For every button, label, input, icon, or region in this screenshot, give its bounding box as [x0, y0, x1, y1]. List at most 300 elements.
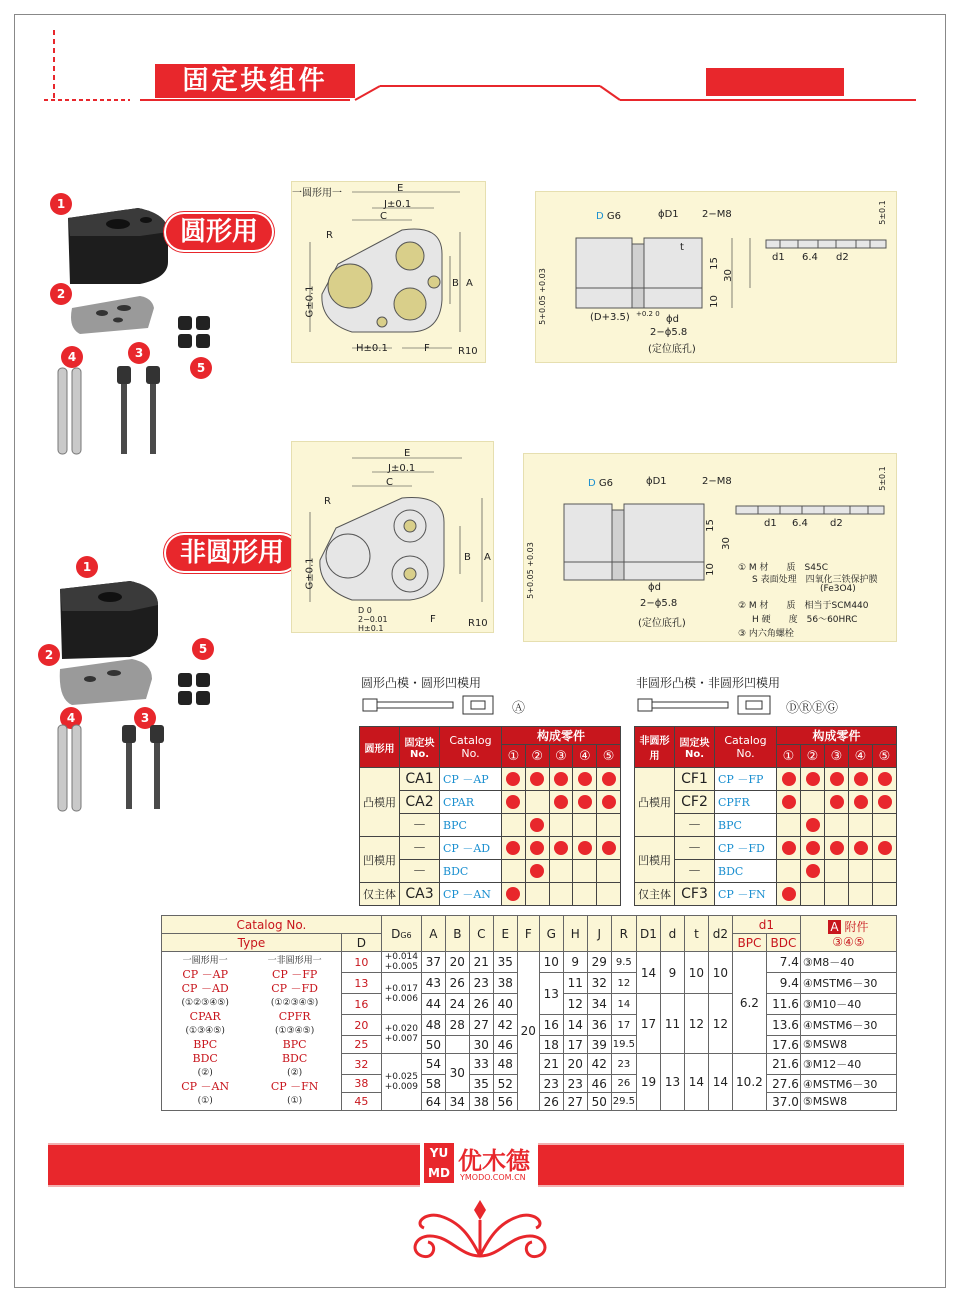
part-number-5b: 5 — [192, 638, 214, 660]
acc-value: ⑤MSW8 — [800, 1036, 896, 1054]
dim-30: 30 — [722, 269, 734, 282]
G-value: 21 — [539, 1054, 563, 1075]
A-value: 54 — [421, 1054, 445, 1075]
part-cell — [777, 814, 801, 837]
part-cell — [825, 791, 849, 814]
part-cell — [573, 860, 597, 883]
part-number-2: 2 — [50, 283, 72, 305]
type-r3: (①②③④⑤) — [181, 998, 229, 1008]
part-cell — [573, 814, 597, 837]
included-dot — [506, 841, 520, 855]
d-value: 13 — [660, 1054, 684, 1111]
ornament-scroll-icon — [400, 1196, 560, 1266]
part-cell — [801, 791, 825, 814]
C-value: 33 — [469, 1054, 493, 1075]
part-cell — [801, 837, 825, 860]
parts-h-usage: 圆形用 — [360, 727, 400, 768]
block-no: － — [400, 860, 440, 883]
acc-value: ④MSTM6－30 — [800, 1075, 896, 1093]
D-value: 16 — [341, 994, 381, 1015]
tol-value: +0.014 +0.005 — [381, 952, 421, 973]
included-dot — [554, 772, 568, 786]
nonround-parts-photo — [50, 575, 250, 815]
included-dot — [878, 772, 892, 786]
part-cell — [849, 860, 873, 883]
legend-right-figure — [636, 693, 786, 717]
nr-dim-B: B — [464, 552, 471, 563]
pin-hole-note: (定位底孔) — [648, 344, 696, 355]
type-n8: (②) — [287, 1068, 303, 1078]
H-value: 14 — [563, 1015, 587, 1036]
R-value: 23 — [611, 1054, 636, 1075]
dims-h-D: D — [341, 934, 381, 952]
nr-dim-phiD1: ϕD1 — [646, 476, 667, 487]
dim-6-4: 6.4 — [802, 252, 818, 263]
group-die: 凹模用 — [360, 837, 400, 883]
part-cell — [777, 860, 801, 883]
nr-dim-H: H±0.1 — [358, 624, 384, 633]
E-value: 38 — [493, 973, 517, 994]
type-n1: CP －FP — [271, 968, 318, 981]
R-value: 12 — [611, 973, 636, 994]
nr-dim-J: J±0.1 — [388, 463, 416, 474]
part-cell — [849, 883, 873, 906]
R-value: 29.5 — [611, 1093, 636, 1111]
type-nonround-title: 一非圆形用一 — [267, 956, 322, 966]
type-r8: (②) — [197, 1068, 213, 1078]
part-number-3b: 3 — [134, 707, 156, 729]
part-cell — [825, 883, 849, 906]
surface-1: S 表面处理 四氧化三铁保护膜 — [752, 575, 878, 585]
dim-phi58: 2−ϕ5.8 — [650, 327, 688, 338]
part-cell — [825, 837, 849, 860]
type-r10: (①) — [197, 1096, 213, 1106]
D-value: 38 — [341, 1075, 381, 1093]
tol-value: +0.020 +0.007 — [381, 1015, 421, 1054]
round-top-drawing — [291, 181, 486, 363]
circle-4: ④ — [849, 745, 873, 768]
dim-d2: d2 — [836, 252, 849, 263]
dims-h-F: F — [517, 916, 539, 952]
dims-h-B: B — [445, 916, 469, 952]
part-cell — [502, 768, 526, 791]
G-value: 18 — [539, 1036, 563, 1054]
H-value: 27 — [563, 1093, 587, 1111]
part-cell — [873, 860, 897, 883]
parts-h-usage: 非圆形用 — [635, 727, 675, 768]
part-number-1: 1 — [50, 193, 72, 215]
E-value: 42 — [493, 1015, 517, 1036]
part-number-3: 3 — [128, 342, 150, 364]
dims-h-G: G — [539, 916, 563, 952]
parts-h-parts: 构成零件 — [777, 727, 897, 745]
dims-h-J: J — [587, 916, 611, 952]
B-value: 28 — [445, 1015, 469, 1036]
round-type-badge: 圆形用 — [166, 214, 272, 250]
t-value: 14 — [684, 1054, 708, 1111]
dim-2M8: 2−M8 — [702, 209, 732, 220]
nr-dim-G: G±0.1 — [304, 557, 316, 590]
acc-value: ③M10－40 — [800, 994, 896, 1015]
part-cell — [873, 837, 897, 860]
part-cell — [849, 768, 873, 791]
C-value: 35 — [469, 1075, 493, 1093]
dims-h-D1: D1 — [636, 916, 660, 952]
circle-2: ② — [801, 745, 825, 768]
block-no: CA1 — [400, 768, 440, 791]
d2-value: 14 — [708, 1054, 732, 1111]
parts-table-round — [359, 726, 621, 906]
part-cell — [873, 883, 897, 906]
legend-left-title: 圆形凸模・圆形凹模用 — [361, 676, 482, 690]
E-value: 40 — [493, 994, 517, 1015]
nr-dim-F: F — [430, 614, 436, 625]
included-dot — [530, 864, 544, 878]
t-value: 12 — [684, 994, 708, 1054]
D-value: 32 — [341, 1054, 381, 1075]
block-no: CF1 — [675, 768, 715, 791]
type-r7: BDC — [192, 1052, 218, 1065]
page-title: 固定块组件 — [155, 64, 355, 98]
included-dot — [530, 772, 544, 786]
catalog-no: BDC — [715, 860, 777, 883]
part-cell — [573, 883, 597, 906]
G-value: 16 — [539, 1015, 563, 1036]
block-no: － — [675, 860, 715, 883]
nonround-type-badge: 非圆形用 — [166, 535, 298, 571]
D1-value: 19 — [636, 1054, 660, 1111]
nr-dim-2M8: 2−M8 — [702, 476, 732, 487]
nr-dim-6-4: 6.4 — [792, 518, 808, 529]
C-value: 30 — [469, 1036, 493, 1054]
part-cell — [777, 837, 801, 860]
dim-G: G±0.1 — [304, 285, 316, 318]
surface-1b: (Fe3O4) — [820, 584, 856, 594]
brand-logo — [420, 1137, 538, 1191]
catalog-no: CPAR — [440, 791, 502, 814]
parts-h-catalog: Catalog No. — [440, 727, 502, 768]
dim-H: H±0.1 — [356, 343, 388, 354]
nr-dim-5-top: 5±0.1 — [877, 466, 887, 491]
group-die: 凹模用 — [635, 837, 675, 883]
R-value: 14 — [611, 994, 636, 1015]
G-value: 26 — [539, 1093, 563, 1111]
G-value: 23 — [539, 1075, 563, 1093]
C-value: 23 — [469, 973, 493, 994]
part-cell — [549, 768, 573, 791]
dim-phid: ϕd — [666, 314, 679, 325]
dims-h-C: C — [469, 916, 493, 952]
d-value: 9 — [660, 952, 684, 994]
part-cell — [597, 791, 621, 814]
included-dot — [602, 772, 616, 786]
part-cell — [549, 860, 573, 883]
A-value: 50 — [421, 1036, 445, 1054]
part-cell — [801, 768, 825, 791]
included-dot — [506, 772, 520, 786]
part-cell — [873, 814, 897, 837]
catalog-no: CP －AD — [440, 837, 502, 860]
J-value: 42 — [587, 1054, 611, 1075]
bdc-value: 11.6 — [766, 994, 800, 1015]
brand-name: 优木德 — [458, 1147, 530, 1175]
part-cell — [573, 791, 597, 814]
part-cell — [825, 768, 849, 791]
type-n3: (①②③④⑤) — [270, 998, 319, 1008]
E-value: 56 — [493, 1093, 517, 1111]
dims-h-d1: d1 — [732, 916, 800, 934]
material-2: ② M 材 质 相当于SCM440 — [738, 601, 869, 611]
bpc-value: 10.2 — [732, 1054, 766, 1111]
nr-dim-Dtol: 2−0.01 — [358, 615, 388, 624]
part-cell — [549, 791, 573, 814]
nr-dim-15: 15 — [704, 519, 716, 532]
dims-h-t: t — [684, 916, 708, 952]
dims-h-d: d — [660, 916, 684, 952]
dim-phiD1: ϕD1 — [658, 209, 679, 220]
dims-h-A: A — [421, 916, 445, 952]
included-dot — [782, 841, 796, 855]
type-n6: BPC — [282, 1038, 307, 1051]
legend-left-mark: Ⓐ — [512, 701, 526, 716]
acc-value: ④MSTM6－30 — [800, 973, 896, 994]
J-value: 32 — [587, 973, 611, 994]
included-dot — [830, 772, 844, 786]
catalog-no: BPC — [440, 814, 502, 837]
group-body: 仅主体 — [360, 883, 400, 906]
catalog-no: CP －FP — [715, 768, 777, 791]
block-no: CF2 — [675, 791, 715, 814]
included-dot — [782, 887, 796, 901]
acc-value: ③M8－40 — [800, 952, 896, 973]
part-number-4b: 4 — [60, 707, 82, 729]
dim-C: C — [380, 211, 387, 222]
included-dot — [854, 795, 868, 809]
nr-dim-D0: D 0 — [358, 606, 372, 615]
D1-value: 14 — [636, 952, 660, 994]
nr-dim-phid: ϕd — [648, 582, 661, 593]
A-value: 44 — [421, 994, 445, 1015]
dims-h-catalog: Catalog No. — [162, 916, 382, 934]
circle-4: ④ — [573, 745, 597, 768]
type-r9: CP －AN — [181, 1080, 230, 1093]
legend-right-title: 非圆形凸模・非圆形凹模用 — [636, 676, 781, 690]
part-cell — [502, 791, 526, 814]
group-punch: 凸模用 — [635, 768, 675, 837]
part-cell — [549, 883, 573, 906]
catalog-no: BPC — [715, 814, 777, 837]
included-dot — [806, 772, 820, 786]
circle-3: ③ — [549, 745, 573, 768]
d-value: 11 — [660, 994, 684, 1054]
dims-h-accessory: A 附件 ③④⑤ — [800, 916, 896, 952]
J-value: 34 — [587, 994, 611, 1015]
dim-t: t — [680, 242, 684, 253]
catalog-no: CP －FD — [715, 837, 777, 860]
D1-value: 17 — [636, 994, 660, 1054]
included-dot — [878, 795, 892, 809]
included-dot — [506, 887, 520, 901]
nonround-top-drawing — [291, 441, 494, 633]
type-r6: BPC — [193, 1038, 218, 1051]
part-number-2b: 2 — [38, 644, 60, 666]
part-cell — [825, 814, 849, 837]
part-cell — [873, 768, 897, 791]
included-dot — [830, 841, 844, 855]
catalog-no: CP －AP — [440, 768, 502, 791]
t-value: 10 — [684, 952, 708, 994]
block-no: － — [675, 837, 715, 860]
B-value: 34 — [445, 1093, 469, 1111]
B-value: 20 — [445, 952, 469, 973]
dim-B: B — [452, 278, 459, 289]
included-dot — [578, 841, 592, 855]
dim-5-top: 5±0.1 — [877, 200, 887, 225]
part-cell — [502, 860, 526, 883]
bpc-value: 6.2 — [732, 952, 766, 1054]
B-value: 26 — [445, 973, 469, 994]
nonround-side-drawing — [523, 453, 897, 642]
included-dot — [530, 818, 544, 832]
D-value: 20 — [341, 1015, 381, 1036]
nr-dim-5-tol: 5+0.05 +0.03 — [525, 542, 535, 599]
G-value: 13 — [539, 973, 563, 1015]
included-dot — [578, 772, 592, 786]
type-n7: BDC — [281, 1052, 308, 1065]
included-dot — [554, 795, 568, 809]
dim-10: 10 — [708, 295, 720, 308]
parts-h-block: 固定块No. — [400, 727, 440, 768]
J-value: 39 — [587, 1036, 611, 1054]
bdc-value: 37.0 — [766, 1093, 800, 1111]
J-value: 36 — [587, 1015, 611, 1036]
part-cell — [549, 814, 573, 837]
dim-J: J±0.1 — [384, 199, 412, 210]
catalog-no: CPFR — [715, 791, 777, 814]
part-cell — [597, 814, 621, 837]
R-value: 9.5 — [611, 952, 636, 973]
nr-dim-30: 30 — [720, 537, 732, 550]
R-value: 17 — [611, 1015, 636, 1036]
included-dot — [854, 841, 868, 855]
block-no: CA2 — [400, 791, 440, 814]
type-round-title: 一圆形用一 — [182, 956, 228, 966]
part-cell — [849, 814, 873, 837]
D-value: 13 — [341, 973, 381, 994]
legend-left-figure — [361, 693, 511, 717]
H-value: 23 — [563, 1075, 587, 1093]
type-n10: (①) — [287, 1096, 303, 1106]
bdc-value: 17.6 — [766, 1036, 800, 1054]
R-value: 26 — [611, 1075, 636, 1093]
block-no: CF3 — [675, 883, 715, 906]
D-value: 25 — [341, 1036, 381, 1054]
part-cell — [502, 883, 526, 906]
acc-value: ⑤MSW8 — [800, 1093, 896, 1111]
catalog-no: CP －AN — [440, 883, 502, 906]
part-cell — [573, 837, 597, 860]
type-r2: CP －AD — [181, 982, 229, 995]
catalog-no: BDC — [440, 860, 502, 883]
type-n9: CP －FN — [270, 1080, 319, 1093]
nr-dim-10: 10 — [704, 563, 716, 576]
part-cell — [525, 768, 549, 791]
E-value: 46 — [493, 1036, 517, 1054]
A-value: 37 — [421, 952, 445, 973]
part-cell — [777, 791, 801, 814]
round-parts-photo — [50, 310, 220, 460]
part-cell — [801, 814, 825, 837]
part-cell — [502, 814, 526, 837]
parts-h-parts: 构成零件 — [502, 727, 621, 745]
included-dot — [806, 841, 820, 855]
A-value: 43 — [421, 973, 445, 994]
part-cell — [502, 837, 526, 860]
part-number-1b: 1 — [76, 556, 98, 578]
dimension-table — [161, 915, 897, 1111]
dims-h-R: R — [611, 916, 636, 952]
E-value: 52 — [493, 1075, 517, 1093]
block-no: － — [400, 814, 440, 837]
part-number-4: 4 — [61, 346, 83, 368]
dim-15: 15 — [708, 257, 720, 270]
circle-1: ① — [777, 745, 801, 768]
group-body: 仅主体 — [635, 883, 675, 906]
part-cell — [573, 768, 597, 791]
part-cell — [873, 791, 897, 814]
J-value: 50 — [587, 1093, 611, 1111]
dim-R10: R10 — [458, 346, 478, 357]
nr-dim-d2: d2 — [830, 518, 843, 529]
C-value: 21 — [469, 952, 493, 973]
part-cell — [525, 814, 549, 837]
A-value: 48 — [421, 1015, 445, 1036]
included-dot — [782, 772, 796, 786]
dim-F: F — [424, 343, 430, 354]
type-n2: CP －FD — [271, 982, 318, 995]
bolt-3: ③ 内六角螺栓 — [738, 629, 794, 639]
part-cell — [801, 883, 825, 906]
H-value: 11 — [563, 973, 587, 994]
part-cell — [597, 860, 621, 883]
d2-value: 10 — [708, 952, 732, 994]
bdc-value: 21.6 — [766, 1054, 800, 1075]
bdc-value: 9.4 — [766, 973, 800, 994]
parts-table-nonround — [634, 726, 897, 906]
catalog-no: CP －FN — [715, 883, 777, 906]
dims-h-dg6: DG6 — [381, 916, 421, 952]
dims-h-E: E — [493, 916, 517, 952]
included-dot — [878, 841, 892, 855]
dim-A: A — [466, 278, 473, 289]
A-value: 58 — [421, 1075, 445, 1093]
part-cell — [849, 791, 873, 814]
dim-DG6: D G6 — [596, 211, 622, 222]
nr-dim-E: E — [404, 448, 411, 459]
A-value: 64 — [421, 1093, 445, 1111]
dims-h-bdc: BDC — [766, 934, 800, 952]
included-dot — [554, 841, 568, 855]
circle-3: ③ — [825, 745, 849, 768]
acc-value: ④MSTM6－30 — [800, 1015, 896, 1036]
material-1: ① M 材 质 S45C — [738, 563, 829, 573]
H-value: 12 — [563, 994, 587, 1015]
dim-tol02: +0.2 0 — [636, 310, 660, 318]
H-value: 9 — [563, 952, 587, 973]
C-value: 26 — [469, 994, 493, 1015]
bdc-value: 27.6 — [766, 1075, 800, 1093]
F-value: 20 — [517, 952, 539, 1111]
